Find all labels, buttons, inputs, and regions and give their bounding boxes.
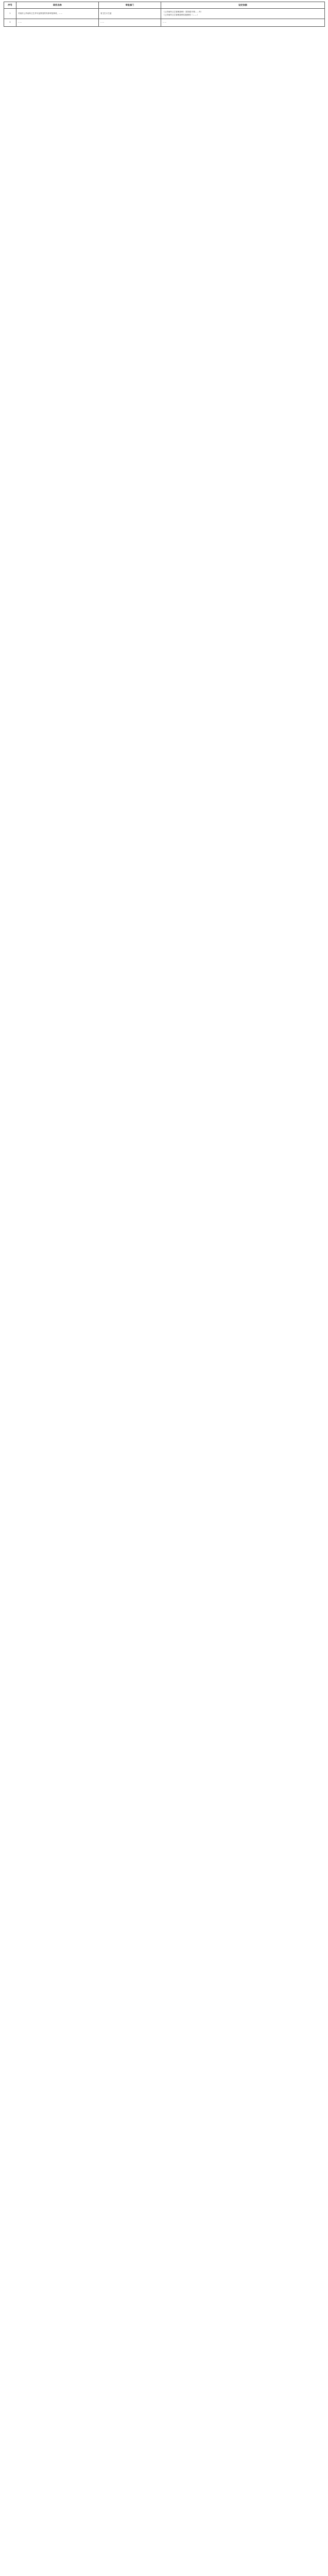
column-header-number: 序号 — [4, 2, 16, 9]
table-header-row — [4, 2, 325, 9]
item-name-cell: 对某市公共场所卫生许可证核发的具体审批事项，…… — [16, 9, 99, 19]
row-number: 1 — [4, 9, 16, 19]
column-header-item-name: 职权名称 — [16, 2, 99, 9]
legal-basis-cell — [161, 9, 325, 19]
table-body — [4, 9, 325, 27]
column-header-legal-basis: 设定依据 — [161, 2, 325, 9]
legal-basis-cell — [161, 19, 325, 27]
table-row — [4, 9, 325, 19]
column-header-approval-dept: 审批部门 — [99, 2, 161, 9]
legal-basis-entry: 《公共场所卫生管理条例》（国务院令第……号） — [163, 11, 203, 13]
item-name-cell: …… — [16, 19, 99, 27]
regulation-table-sheet — [4, 2, 324, 27]
approval-dept-cell: 省卫生计生委 — [99, 9, 161, 19]
approval-dept-cell: …… — [99, 19, 161, 27]
approval-items-table — [4, 2, 325, 27]
table-row — [4, 19, 325, 27]
legal-basis-entry: 《公共场所卫生管理条例实施细则》（……） — [163, 13, 199, 16]
legal-basis-entry: …… — [163, 21, 167, 24]
row-number: 2 — [4, 19, 16, 27]
